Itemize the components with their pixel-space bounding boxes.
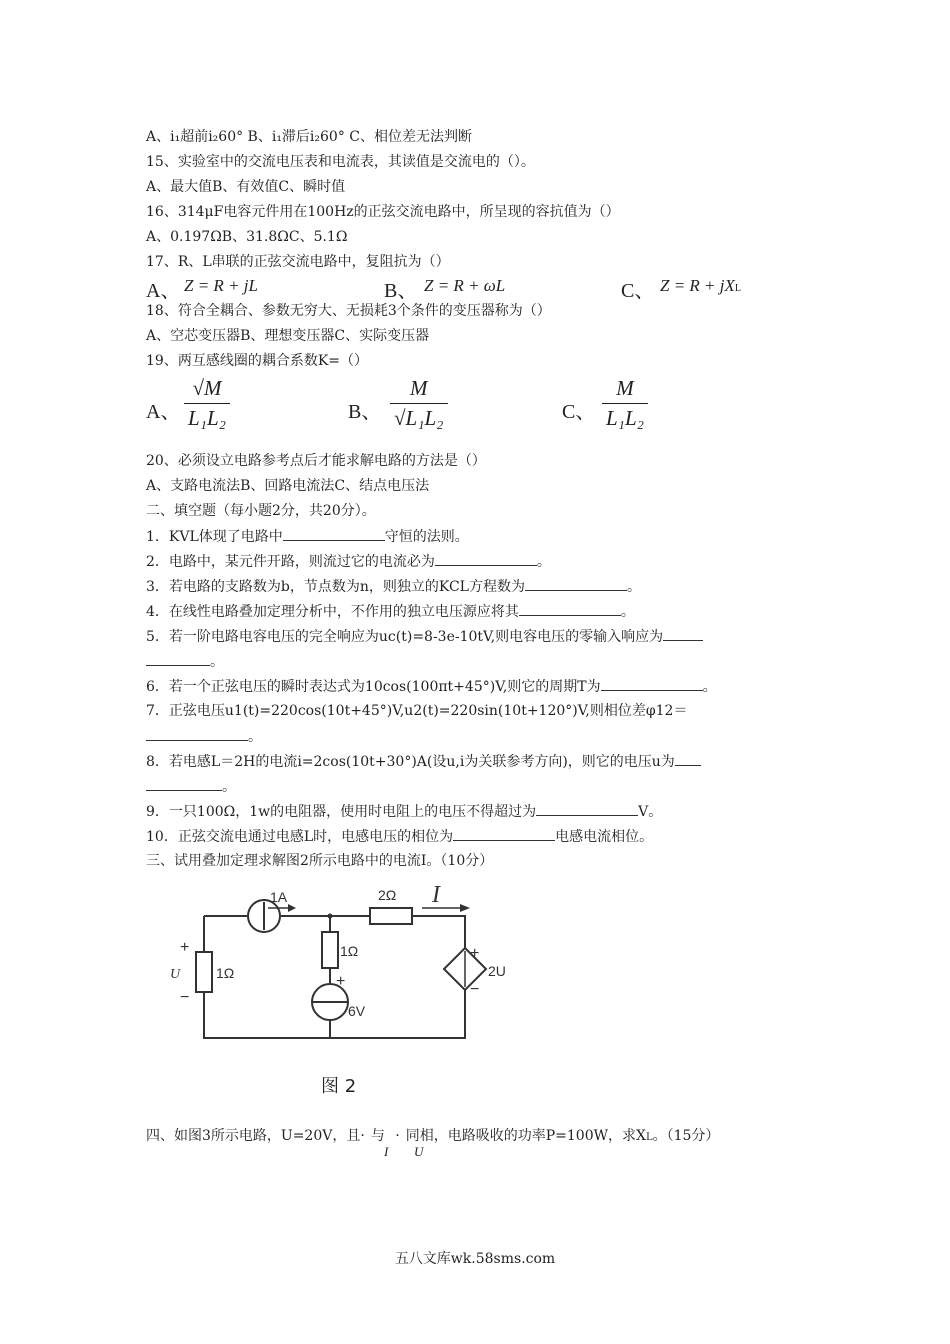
label-current-source: 1A [270, 889, 288, 905]
blank [536, 802, 638, 816]
label-resistor-top: 2Ω [378, 887, 397, 903]
q20-options: A、支路电流法B、回路电流法C、结点电压法 [146, 478, 430, 494]
label-u-plus: + [180, 939, 190, 956]
blank [146, 777, 222, 791]
q19-option-c-fraction [602, 376, 648, 431]
q19-a-denominator: L₁L₂ [184, 403, 230, 431]
q19-a-numerator: √M [192, 376, 222, 400]
q17-option-c-label: C、 [621, 280, 655, 302]
section3-heading: 三、试用叠加定理求解图2所示电路中的电流I。（10分） [146, 853, 494, 869]
q19-text: 19、两互感线圈的耦合系数K=（） [146, 353, 369, 369]
q19-b-numerator: M [410, 376, 428, 400]
label-dep-minus: − [470, 981, 480, 998]
blank [146, 652, 210, 666]
blank [663, 627, 703, 641]
fill-q1: 1．KVL体现了电路中 守恒的法则。 [146, 529, 469, 545]
resistor-top [370, 908, 412, 924]
blank [519, 602, 621, 616]
label-vs-plus: + [336, 973, 346, 990]
q17-option-c-formula: Z = R + jXL [660, 276, 741, 295]
q19-option-b-fraction [390, 376, 448, 431]
fill-q5-cont: 。 [146, 652, 224, 671]
q17-option-a-label: A、 [146, 280, 181, 302]
footer-watermark: 五八文库wk.58sms.com [394, 1251, 556, 1267]
section4-u-symbol: U [414, 1144, 424, 1159]
q18-options: A、空芯变压器B、理想变压器C、实际变压器 [146, 328, 430, 344]
section2-heading: 二、填空题（每小题2分，共20分）。 [146, 503, 376, 519]
fill-q3: 3．若电路的支路数为b，节点数为n，则独立的KCL方程数为 。 [146, 579, 641, 595]
blank [525, 577, 627, 591]
fill-q9: 9．一只100Ω，1w的电阻器，使用时电阻上的电压不得超过为 V。 [146, 804, 663, 820]
blank [435, 552, 537, 566]
section4-i-symbol: I [384, 1144, 389, 1159]
q19-option-a-label: A、 [146, 401, 181, 423]
q19-option-c-label: C、 [562, 401, 596, 423]
fill-q8: 8．若电感L＝2H的电流i=2cos(10t+30°)A(设u,i为关联参考方向)，则它的电压u为 [146, 752, 701, 771]
fill-q2: 2．电路中，某元件开路，则流过它的电流必为 。 [146, 554, 551, 570]
node-dot [328, 914, 333, 919]
q19-option-b-label: B、 [348, 401, 382, 423]
q18-text: 18、符合全耦合、参数无穷大、无损耗3个条件的变压器称为（） [146, 303, 551, 319]
q14-options: A、i₁超前i₂60° B、i₁滞后i₂60° C、相位差无法判断 [146, 129, 472, 145]
current-i-arrowhead [460, 904, 470, 912]
q19-option-a-fraction [184, 376, 230, 431]
q19-b-denominator: √L₁L₂ [390, 403, 448, 431]
resistor-left [196, 952, 212, 992]
label-resistor-left: 1Ω [216, 965, 235, 981]
resistor-mid [322, 932, 338, 968]
q17-option-b-label: B、 [384, 280, 418, 302]
fill-q5: 5．若一阶电路电容电压的完全响应为uc(t)=8-3e-10tV,则电容电压的零输入响应为 [146, 627, 703, 646]
fill-q4: 4．在线性电路叠加定理分析中，不作用的独立电压源应将其 。 [146, 604, 635, 620]
label-voltage-source: 6V [348, 1003, 366, 1019]
q17-text: 17、R、L串联的正弦交流电路中，复阻抗为（） [146, 254, 450, 270]
q20-text: 20、必须设立电路参考点后才能求解电路的方法是（） [146, 453, 486, 469]
figure2-caption: 图 2 [321, 1076, 357, 1097]
label-dep-source: 2U [488, 963, 506, 979]
fill-q8-cont: 。 [146, 777, 236, 796]
label-u-minus: − [180, 989, 190, 1006]
blank [675, 752, 701, 766]
q16-options: A、0.197ΩB、31.8ΩC、5.1Ω [146, 229, 348, 245]
label-dep-plus: + [470, 945, 480, 962]
fill-q10: 10．正弦交流电通过电感L时，电感电压的相位为 电感电流相位。 [146, 829, 654, 845]
label-u: U [170, 967, 181, 982]
blank [146, 727, 248, 741]
current-source-arrowhead [288, 904, 296, 912]
q15-options: A、最大值B、有效值C、瞬时值 [146, 179, 346, 195]
wire-top-right [412, 916, 465, 948]
q19-c-denominator: L₁L₂ [602, 403, 648, 431]
q17-option-b-formula: Z = R + ωL [424, 276, 506, 295]
blank [453, 827, 555, 841]
label-current-i: I [432, 882, 440, 908]
fill-q6: 6．若一个正弦电压的瞬时表达式为10cos(100πt+45°)V,则它的周期T为 。 [146, 679, 717, 695]
q19-c-numerator: M [616, 376, 634, 400]
q16-text: 16、314μF电容元件用在100Hz的正弦交流电路中，所呈现的容抗值为（） [146, 204, 620, 220]
q15-text: 15、实验室中的交流电压表和电流表，其读值是交流电的（）。 [146, 154, 535, 170]
blank [283, 527, 385, 541]
fill-q7: 7．正弦电压u1(t)=220cos(10t+45°)V,u2(t)=220sin(10t+120°)V,则相位差φ12＝ [146, 703, 688, 719]
label-resistor-mid: 1Ω [340, 943, 359, 959]
fill-q7-cont: 。 [146, 727, 262, 746]
blank [601, 677, 703, 691]
q17-option-a-formula: Z = R + jL [184, 276, 258, 295]
section4-heading: 四、如图3所示电路，U=20V，且·与 ·同相，电路吸收的功率P=100W，求XL。（15分） [146, 1128, 720, 1144]
